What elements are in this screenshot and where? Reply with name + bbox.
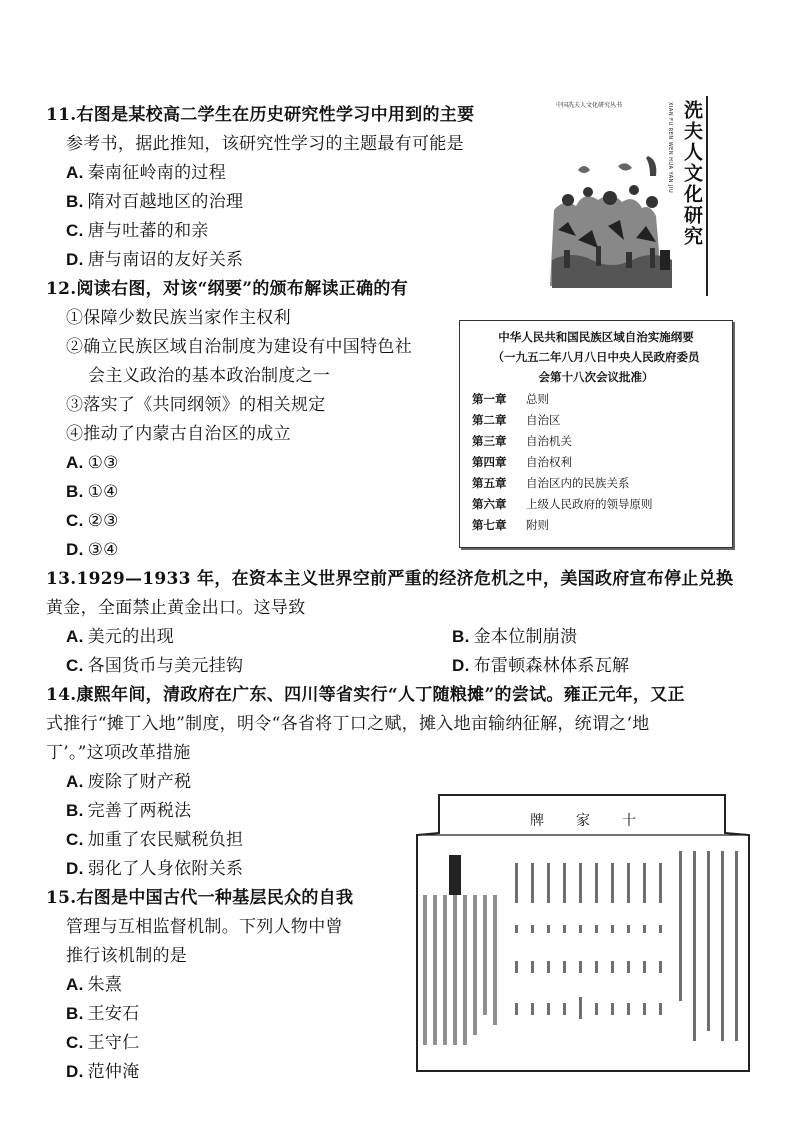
q14-option-a — [66, 771, 191, 793]
chapter-number: 第四章 — [472, 455, 507, 469]
q12-statement-3: ③落实了《共同纲领》的相关规定 — [66, 395, 326, 415]
option-label: D. — [66, 1062, 84, 1081]
chapter-title: 附则 — [526, 518, 549, 532]
option-label: B. — [66, 192, 84, 211]
q15-option-b — [66, 1003, 140, 1025]
autonomy-outline-figure — [459, 320, 733, 548]
outline-chapter — [472, 496, 653, 512]
chapter-title: 自治权利 — [526, 455, 572, 469]
option-text: ①③ — [87, 453, 119, 473]
q11-option-a — [66, 162, 226, 184]
q12-option-a — [66, 452, 119, 474]
q15-option-c — [66, 1032, 140, 1054]
outline-chapter — [472, 412, 561, 428]
q12-stem: 12.阅读右图，对该“纲要”的颁布解读正确的有 — [46, 279, 409, 299]
q11-option-c — [66, 220, 209, 242]
option-label: A. — [66, 975, 84, 994]
q15-stem-line1: 15.右图是中国古代一种基层民众的自我 — [46, 888, 354, 908]
chapter-number: 第七章 — [472, 518, 507, 532]
option-label: D. — [66, 859, 84, 878]
chapter-number: 第二章 — [472, 413, 507, 427]
chapter-title: 总则 — [526, 392, 549, 406]
option-text: 朱熹 — [87, 975, 123, 995]
q15-option-d — [66, 1061, 140, 1083]
q15-option-a — [66, 974, 122, 996]
q14-stem-line2: 式推行“摊丁入地”制度，明令“各省将丁口之赋，摊入地亩输纳征解，统谓之‘地 — [46, 714, 650, 734]
option-label: C. — [66, 511, 84, 530]
option-text: 各国货币与美元挂钩 — [87, 656, 244, 676]
option-label: A. — [66, 453, 84, 472]
option-text: 金本位制崩溃 — [473, 627, 578, 647]
q14-stem-line3: 丁’。”这项改革措施 — [46, 743, 191, 763]
book-title: 洗夫人文化研究 — [681, 100, 703, 247]
outline-heading-1: 中华人民共和国民族区域自治实施纲要 — [498, 330, 694, 344]
option-label: A. — [66, 772, 84, 791]
q14-option-d — [66, 858, 243, 880]
option-label: D. — [452, 656, 470, 675]
chapter-number: 第一章 — [472, 392, 507, 406]
option-text: 秦南征岭南的过程 — [87, 163, 227, 183]
q14-option-b — [66, 800, 191, 822]
q15-stem-line2: 管理与互相监督机制。下列人物中曾 — [66, 917, 343, 937]
q14-option-c — [66, 829, 243, 851]
outline-chapter — [472, 475, 630, 491]
option-text: 王守仁 — [87, 1033, 140, 1053]
outline-chapter — [472, 433, 572, 449]
q11-option-b — [66, 191, 243, 213]
q12-option-d — [66, 539, 119, 561]
chapter-title: 自治机关 — [526, 434, 572, 448]
option-text: 加重了农民赋税负担 — [87, 830, 244, 850]
option-text: 隋对百越地区的治理 — [87, 192, 244, 212]
option-label: B. — [452, 627, 470, 646]
q13-option-b — [452, 626, 577, 648]
q13-option-c — [66, 655, 243, 677]
q12-statement-2: ②确立民族区域自治制度为建设有中国特色社 — [66, 337, 412, 357]
placard-title: 牌家十 — [530, 813, 668, 829]
option-text: 弱化了人身依附关系 — [87, 859, 244, 879]
q13-stem-line2: 黄金，全面禁止黄金出口。这导致 — [46, 598, 306, 618]
option-text: 完善了两税法 — [87, 801, 192, 821]
chapter-title: 自治区 — [526, 413, 561, 427]
option-text: ①④ — [87, 482, 119, 502]
option-text: 范仲淹 — [87, 1062, 140, 1082]
q11-stem-line1: 11.右图是某校高二学生在历史研究性学习中用到的主要 — [46, 105, 475, 125]
q14-stem-line1: 14.康熙年间，清政府在广东、四川等省实行“人丁随粮摊”的尝试。雍正元年，又正 — [46, 685, 685, 705]
q12-option-c — [66, 510, 119, 532]
option-label: B. — [66, 801, 84, 820]
q13-option-d — [452, 655, 629, 677]
chapter-title: 自治区内的民族关系 — [526, 476, 630, 490]
option-label: C. — [66, 830, 84, 849]
option-label: B. — [66, 482, 84, 501]
outline-heading-2: （一九五二年八月八日中央人民政府委员 — [492, 350, 700, 364]
outline-chapter — [472, 391, 549, 407]
chapter-title: 上级人民政府的领导原则 — [526, 497, 653, 511]
chapter-number: 第五章 — [472, 476, 507, 490]
option-text: 唐与吐蕃的和亲 — [87, 221, 209, 241]
outline-chapter — [472, 517, 549, 533]
option-text: 废除了财产税 — [87, 772, 192, 792]
q13-stem-line1: 13.1929—1933 年，在资本主义世界空前严重的经济危机之中，美国政府宣布停止兑换 — [46, 569, 734, 589]
option-text: 唐与南诏的友好关系 — [87, 250, 244, 270]
q12-statement-1: ①保障少数民族当家作主权利 — [66, 308, 291, 328]
q13-option-a — [66, 626, 174, 648]
q11-stem-line2: 参考书，据此推知，该研究性学习的主题最有可能是 — [66, 134, 464, 154]
outline-chapter — [472, 454, 572, 470]
option-text: ②③ — [87, 511, 119, 531]
q12-statement-4: ④推动了内蒙古自治区的成立 — [66, 424, 291, 444]
q12-statement-2-cont: 会主义政治的基本政治制度之一 — [88, 366, 331, 386]
book-illustration — [548, 150, 674, 288]
outline-heading-3: 会第十八次会议批准） — [538, 370, 654, 384]
q15-stem-line3: 推行该机制的是 — [66, 946, 188, 966]
chapter-number: 第六章 — [472, 497, 507, 511]
option-label: A. — [66, 627, 84, 646]
book-series: 中国冼夫人文化研究丛书 — [556, 102, 623, 109]
option-label: C. — [66, 221, 84, 240]
ten-household-placard-image — [413, 791, 753, 1073]
book-cover-image — [544, 96, 708, 296]
q12-option-b — [66, 481, 119, 503]
book-pinyin: XIAN FU REN WEN HUA YAN JIU — [667, 102, 673, 194]
option-label: C. — [66, 1033, 84, 1052]
q11-option-d — [66, 249, 243, 271]
chapter-number: 第三章 — [472, 434, 507, 448]
option-text: 布雷顿森林体系瓦解 — [473, 656, 630, 676]
option-label: B. — [66, 1004, 84, 1023]
option-label: A. — [66, 163, 84, 182]
option-label: D. — [66, 250, 84, 269]
option-text: ③④ — [87, 540, 119, 560]
option-text: 王安石 — [87, 1004, 140, 1024]
option-label: D. — [66, 540, 84, 559]
option-label: C. — [66, 656, 84, 675]
option-text: 美元的出现 — [87, 627, 175, 647]
